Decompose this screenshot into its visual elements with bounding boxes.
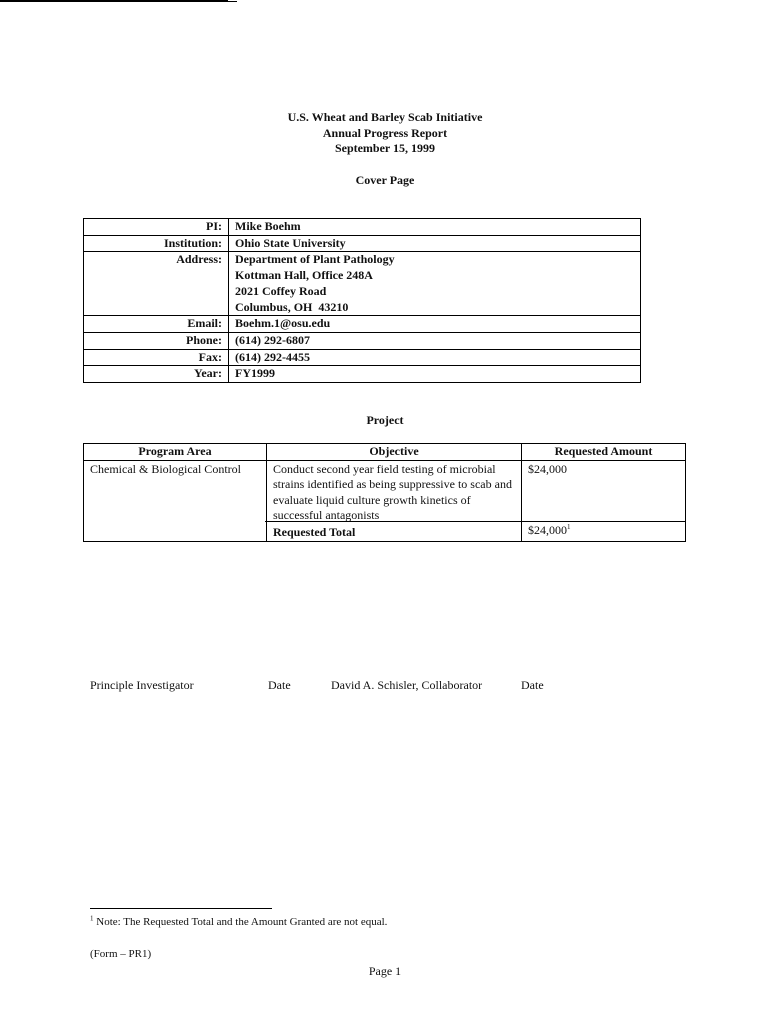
amount-value: $24,000 xyxy=(528,461,567,476)
objective-text: Conduct second year field testing of microbial strains identified as being suppressive to scab and evaluate liquid culture growth kinetics of successful antagonists xyxy=(273,461,512,522)
email-value: Boehm.1@osu.edu xyxy=(229,316,641,333)
total-amount-value: $24,000 xyxy=(528,523,567,537)
info-row-phone xyxy=(84,332,641,349)
program-area-cell: Chemical & Biological Control xyxy=(84,460,267,542)
fax-value: (614) 292-4455 xyxy=(229,349,641,366)
info-row-fax xyxy=(84,349,641,366)
info-row-email xyxy=(84,316,641,333)
fax-label: Fax: xyxy=(84,349,229,366)
info-row-institution xyxy=(84,235,641,252)
info-row-year xyxy=(84,366,641,383)
total-footnote-mark: 1 xyxy=(567,523,571,531)
requested-amount-header: Requested Amount xyxy=(522,444,686,461)
report-header xyxy=(0,110,770,157)
pi-signature-label: Principle Investigator xyxy=(90,678,194,692)
email-label: Email: xyxy=(84,316,229,333)
info-row-address xyxy=(84,252,641,316)
page-number: Page 1 xyxy=(368,964,402,978)
address-line: Kottman Hall, Office 248A xyxy=(235,268,373,283)
institution-value: Ohio State University xyxy=(229,235,641,252)
requested-total-label: Requested Total xyxy=(273,524,356,539)
objective-header: Objective xyxy=(267,444,522,461)
header-title: U.S. Wheat and Barley Scab Initiative xyxy=(287,110,483,124)
phone-value: (614) 292-6807 xyxy=(229,332,641,349)
project-section-title: Project xyxy=(366,413,404,427)
year-label: Year: xyxy=(84,366,229,383)
header-subtitle: Annual Progress Report xyxy=(322,125,448,140)
address-line: 2021 Coffey Road xyxy=(235,283,327,298)
footnote xyxy=(90,916,387,928)
project-table xyxy=(83,443,686,542)
phone-label: Phone: xyxy=(84,332,229,349)
address-line: Department of Plant Pathology xyxy=(235,252,395,267)
address-label: Address: xyxy=(84,252,229,316)
total-amount xyxy=(528,523,571,538)
pi-info-table xyxy=(83,218,641,383)
pi-value: Mike Boehm xyxy=(229,219,641,236)
total-row-divider xyxy=(265,521,686,522)
institution-label: Institution: xyxy=(84,235,229,252)
year-value: FY1999 xyxy=(229,366,641,383)
footnote-mark: 1 xyxy=(90,914,94,923)
address-line: Columbus, OH 43210 xyxy=(235,299,349,314)
collaborator-date-label: Date xyxy=(521,678,544,692)
header-date: September 15, 1999 xyxy=(334,141,436,155)
cover-page-title: Cover Page xyxy=(355,173,415,187)
project-row xyxy=(84,460,686,542)
form-identifier: (Form – PR1) xyxy=(90,948,152,960)
objective-cell xyxy=(267,460,522,542)
pi-label: PI: xyxy=(84,219,229,236)
collaborator-signature-label: David A. Schisler, Collaborator xyxy=(331,678,483,692)
project-header-row xyxy=(84,444,686,461)
footnote-text: Note: The Requested Total and the Amount Granted are not equal. xyxy=(93,916,388,928)
pi-date-label: Date xyxy=(268,678,291,692)
address-value xyxy=(229,252,641,316)
info-row-pi xyxy=(84,219,641,236)
footnote-rule xyxy=(90,908,272,909)
program-area-header: Program Area xyxy=(84,444,267,461)
collaborator-signature-line xyxy=(0,1,237,2)
